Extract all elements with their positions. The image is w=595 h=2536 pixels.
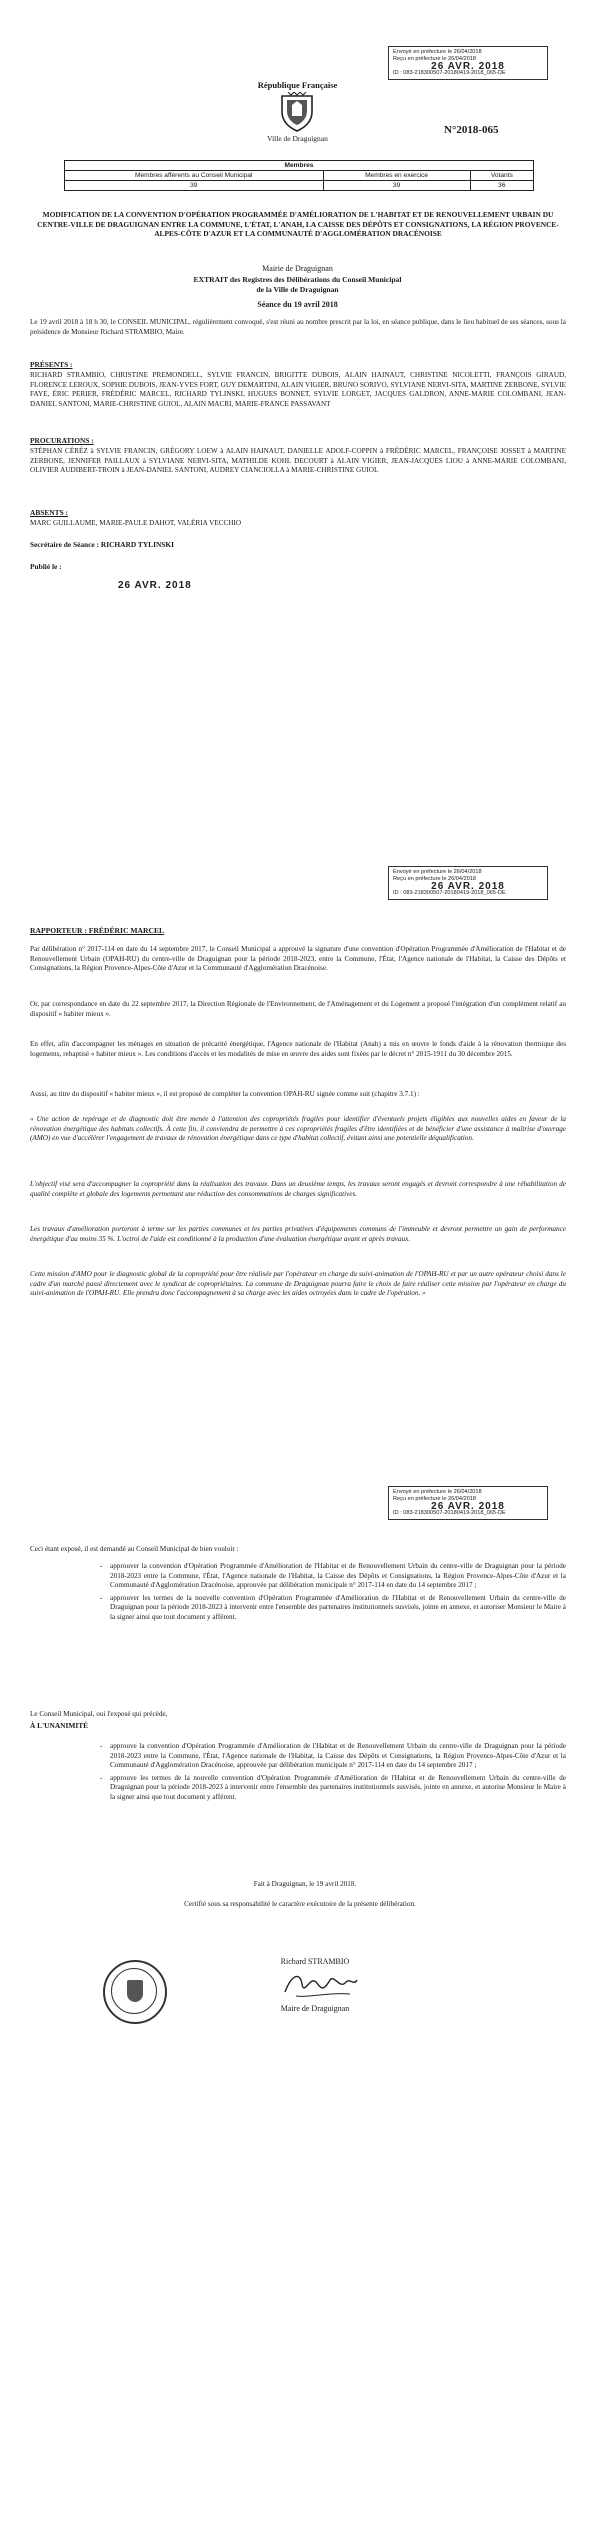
- extract-line-1: EXTRAIT des Registres des Délibérations du Conseil Municipal: [193, 275, 402, 284]
- prefecture-stamp: [388, 46, 548, 80]
- members-header-exercice: Membres en exercice: [323, 171, 470, 181]
- paragraph-3: En effet, afin d'accompagner les ménages en situation de précarité énergétique, l'Agence nationale de l'Habitat (Anah) a mis en œuvre le fonds d'aide à la rénovation thermique des logements, rebaptisé « habiter mieux ». Les conditions d'accès et les modalités de mise en œuvre des aides sont fixées par le décret n° 2015-1911 du 30 décembre 2015.: [30, 1040, 566, 1058]
- stamp-id-line: ID : 083-218300507-20180419-2018_065-DE: [393, 1510, 506, 1516]
- vote-intro: Le Conseil Municipal, oui l'exposé qui précède,: [30, 1710, 168, 1718]
- prefecture-stamp-page-2: [388, 866, 548, 900]
- vote-result: À L'UNANIMITÉ: [30, 1721, 89, 1730]
- city-coat-of-arms-logo: [279, 92, 315, 132]
- mayor-signature: [280, 1968, 360, 2002]
- presents-list: RICHARD STRAMBIO, CHRISTINE PREMONDELL, SYLVIE FRANCIN, BRIGITTE DUBOIS, ALAIN HAINAUT, CHRISTINE NICOLETTI, FRANÇOIS GIRAUD, FLORENCE LEROUX, SOPHIE DUBOIS, JEAN-YVES FORT, GUY DEMARTINI, ALAIN VIGIER, BRUNO SORIVO, SYLVIANE NERVI-SITA, MARTINE ZERBONE, SYLVIE FAYE, ÉRIC PERIER, FRÉDÉRIC MARCEL, RICHARD TYLINSKI, HUGUES BONNET, SYLVIE LORGET, JACQUES GALDRON, ANNE-MARIE COLOMBANI, JEAN-DANIEL SANTONI, MARIE-CHRISTINE GUIOL, ALAIN MACRI, MARIE-FRANCE PASSAVANT: [30, 371, 566, 408]
- published-label: Publié le :: [30, 562, 62, 571]
- stamp-received-line: Reçu en préfecture le 26/04/2018: [393, 56, 477, 62]
- stamp-date: 26 AVR. 2018: [431, 1501, 505, 1512]
- request-list: [100, 1562, 566, 1626]
- members-table-title: Membres: [65, 161, 534, 171]
- presents-label: PRÉSENTS :: [30, 360, 73, 369]
- stamp-date: 26 AVR. 2018: [431, 881, 505, 892]
- mairie-label: Mairie de Draguignan: [262, 264, 333, 273]
- stamp-sent-line: Envoyé en préfecture le 26/04/2018: [393, 49, 482, 55]
- members-table: [64, 160, 534, 191]
- members-value-afferents: 39: [65, 181, 324, 191]
- members-header-votants: Votants: [470, 171, 533, 181]
- paragraph-2: Or, par correspondance en date du 22 septembre 2017, la Direction Régionale de l'Environnement, de l'Aménagement et du Logement a proposé l'intégration d'un complément relatif au dispositif « habiter mieux ».: [30, 1000, 566, 1018]
- signer-name: Richard STRAMBIO: [280, 1957, 350, 1966]
- quote-paragraph-1: « Une action de repérage et de diagnostic doit être menée à l'attention des copropriétés fragiles pour identifier d'éventuels projets éligibles aux nouvelles aides en faveur de la rénovation énergétique des habitats collectifs. À cette fin, il conviendra de permettre à ces copropriétés fragiles d'être identifiées et de bénéficier d'une assistance à maîtrise d'ouvrage (AMO) en vue d'accélérer l'engagement de travaux de rénovation énergétique dans ce type d'habitat collectif, évitant ainsi une potentielle déqualification.: [30, 1115, 566, 1143]
- rapporteur-line: RAPPORTEUR : FRÉDÉRIC MARCEL: [30, 926, 165, 935]
- signed-place-date: Fait à Draguignan, le 19 avril 2018.: [253, 1880, 357, 1888]
- procurations-list: STÉPHAN CÉRÉZ à SYLVIE FRANCIN, GRÉGORY LOEW à ALAIN HAINAUT, DANIELLE ADOLF-COPPIN à FRÉDÉRIC MARCEL, FRANÇOISE JOSSET à MARTINE ZERBONE, JENNIFER PAILLAUX à SYLVIANE NERVI-SITA, MATHILDE KOHL DECOURT à ALAIN VIGIER, JEAN-JACQUES LIOU à ANNE-MARIE COLOMBANI, OLIVIER AUDIBERT-TROIN à JEAN-DANIEL SANTONI, AUDREY CIANCIOLLA à MARIE-CHRISTINE GUIOL: [30, 447, 566, 475]
- signer-title: Maire de Draguignan: [280, 2004, 350, 2013]
- prefecture-stamp-page-3: [388, 1486, 548, 1520]
- published-date-stamp: 26 AVR. 2018: [118, 580, 192, 591]
- paragraph-4: Aussi, au titre du dispositif « habiter mieux », il est proposé de compléter la convention OPAH-RU signée comme suit (chapitre 3.7.1) :: [30, 1090, 420, 1098]
- stamp-received-line: Reçu en préfecture le 26/04/2018: [393, 1496, 477, 1502]
- city-name: Ville de Draguignan: [267, 134, 328, 143]
- list-item: - approuver les termes de la nouvelle convention d'Opération Programmée d'Amélioration de l'Habitat et de Renouvellement Urbain du centre-ville de Draguignan pour la période 2018-2023 à intervenir entre l'ensemble des partenaires institutionnels susvisés, jointe en annexe, et autoriser Monsieur le Maire à la signer ainsi que tout document y afférent.: [100, 1594, 566, 1623]
- republic-header: République Française: [257, 80, 338, 90]
- list-item: - approuve les termes de la nouvelle convention d'Opération Programmée d'Amélioration de l'Habitat et de Renouvellement Urbain du centre-ville de Draguignan pour la période 2018-2023 à intervenir entre l'ensemble des partenaires institutionnels susvisés, jointe en annexe, et autorise Monsieur le Maire à la signer ainsi que tout document y afférent.: [100, 1774, 566, 1803]
- quote-paragraph-3: Les travaux d'amélioration porteront à terme sur les parties communes et les parties privatives d'équipements communs de l'immeuble et devront permettre un gain de performance énergétique d'au moins 35 %. L'octroi de l'aide est conditionné à la production d'une évaluation énergétique avant et après travaux.: [30, 1225, 566, 1243]
- session-secretary: Secrétaire de Séance : RICHARD TYLINSKI: [30, 540, 175, 549]
- decision-list: [100, 1742, 566, 1806]
- list-item: - approuver la convention d'Opération Programmée d'Amélioration de l'Habitat et de Renouvellement Urbain du centre-ville de Draguignan pour la période 2018-2023 entre la Commune, l'État, l'Agence nationale de l'Habitat, la Caisse des Dépôts et Consignations, la Région Provence-Alpes-Côte d'Azur et la Communauté d'Agglomération Dracénoise, approuvée par délibération municipale n° 2017-114 en date du 14 septembre 2017 ;: [100, 1562, 566, 1591]
- procurations-label: PROCURATIONS :: [30, 436, 94, 445]
- stamp-sent-line: Envoyé en préfecture le 26/04/2018: [393, 869, 482, 875]
- stamp-id-line: ID : 083-218300507-20180419-2018_065-DE: [393, 890, 506, 896]
- paragraph-1: Par délibération n° 2017-114 en date du 14 septembre 2017, le Conseil Municipal a approuvé la signature d'une convention d'Opération Programmée d'Amélioration de l'Habitat et de Renouvellement Urbain (OPAH-RU) du centre-ville de Draguignan pour la période 2018-2023, entre la Commune, l'État, l'Agence nationale de l'Habitat, la Caisse des Dépôts et Consignations, la Région Provence-Alpes-Côte d'Azur et la Communauté d'Agglomération Dracénoise.: [30, 945, 566, 973]
- absents-list: MARC GUILLAUME, MARIE-PAULE DAHOT, VALÉRIA VECCHIO: [30, 519, 242, 527]
- deliberation-title: MODIFICATION DE LA CONVENTION D'OPÉRATION PROGRAMMÉE D'AMÉLIORATION DE L'HABITAT ET DE RENOUVELLEMENT URBAIN DU CENTRE-VILLE DE DRAGUIGNAN ENTRE LA COMMUNE, L'ÉTAT, L'ANAH, LA CAISSE DES DÉPÔTS ET CONSIGNATIONS, LA RÉGION PROVENCE-ALPES-CÔTE D'AZUR ET LA COMMUNAUTÉ D'AGGLOMÉRATION DRACÉNOISE: [37, 210, 559, 239]
- stamp-received-line: Reçu en préfecture le 26/04/2018: [393, 876, 477, 882]
- stamp-date: 26 AVR. 2018: [431, 61, 505, 72]
- list-item: - approuve la convention d'Opération Programmée d'Amélioration de l'Habitat et de Renouvellement Urbain du centre-ville de Draguignan pour la période 2018-2023 entre la Commune, l'État, l'Agence nationale de l'Habitat, la Caisse des Dépôts et Consignations, la Région Provence-Alpes-Côte d'Azur et la Communauté d'Agglomération Dracénoise, approuvée par délibération municipale n° 2017-114 en date du 14 septembre 2017 ;: [100, 1742, 566, 1771]
- request-intro: Ceci étant exposé, il est demandé au Conseil Municipal de bien vouloir :: [30, 1545, 239, 1553]
- deliberation-number: N°2018-065: [444, 124, 499, 136]
- session-intro: Le 19 avril 2018 à 18 h 30, le CONSEIL MUNICIPAL, régulièrement convoqué, s'est réuni au nombre prescrit par la loi, en séance publique, dans le lieu habituel de ses séances, sous la présidence de Monsieur Richard STRAMBIO, Maire.: [30, 318, 566, 336]
- members-value-exercice: 39: [323, 181, 470, 191]
- stamp-sent-line: Envoyé en préfecture le 26/04/2018: [393, 1489, 482, 1495]
- absents-label: ABSENTS :: [30, 508, 68, 517]
- certification-line: Certifié sous sa responsabilité le caractère exécutoire de la présente délibération.: [184, 1900, 416, 1908]
- quote-paragraph-2: L'objectif visé sera d'accompagner la copropriété dans la réalisation des travaux. Dans un deuxième temps, les travaux seront engagés et devront correspondre à une réhabilitation de qualité complète et globale des logements permettant une réduction des consommations de charges significatives.: [30, 1180, 566, 1198]
- municipal-seal: [103, 1960, 167, 2024]
- extract-line-2: de la Ville de Draguignan: [256, 285, 339, 294]
- stamp-id-line: ID : 083-218300507-20180419-2018_065-DE: [393, 70, 506, 76]
- session-date: Séance du 19 avril 2018: [257, 300, 338, 309]
- members-header-afferents: Membres afférents au Conseil Municipal: [65, 171, 324, 181]
- quote-paragraph-4: Cette mission d'AMO pour le diagnostic global de la copropriété pour être réalisée par l'opérateur en charge du suivi-animation de l'OPAH-RU et par un autre opérateur choisi dans le cadre d'un marché passé directement avec le syndicat de copropriétaires. La commune de Draguignan pourra faire le choix de faire réaliser cette mission par l'opérateur en charge du suivi-animation de l'OPAH-RU. Elle prendra donc l'accompagnement à sa charge avec les aides octroyées dans le cadre de l'opération. »: [30, 1270, 566, 1298]
- members-value-votants: 36: [470, 181, 533, 191]
